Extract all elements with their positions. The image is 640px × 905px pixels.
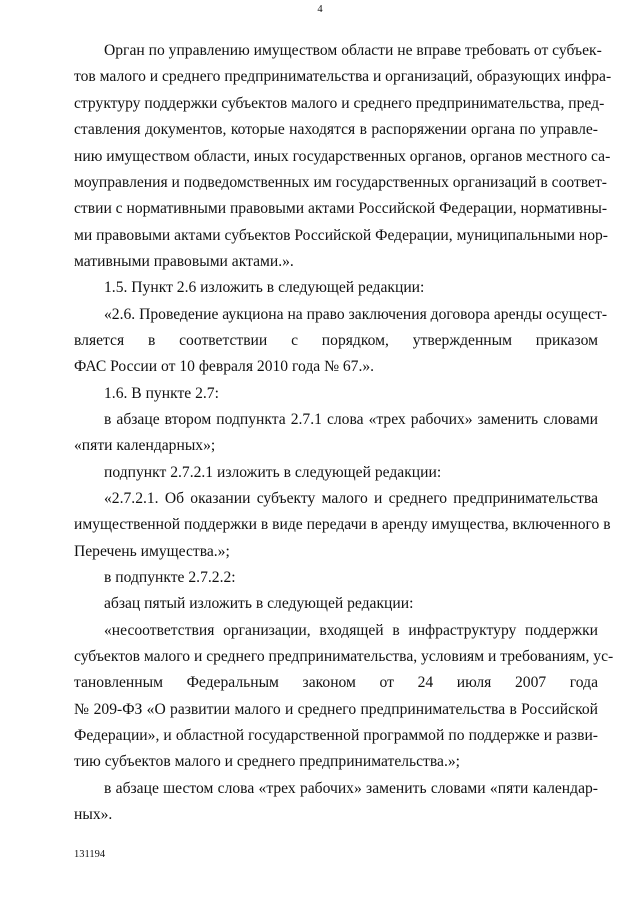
text-line: Перечень имущества.»; bbox=[74, 543, 230, 560]
text-line: структуру поддержки субъектов малого и среднего предпринимательства, пред- bbox=[74, 95, 605, 112]
text-line: 1.6. В пункте 2.7: bbox=[104, 385, 219, 402]
text-line: ных». bbox=[74, 806, 113, 823]
text-line: субъектов малого и среднего предпринимательства, условиям и требованиям, ус- bbox=[74, 648, 614, 665]
text-line: Орган по управлению имуществом области не вправе требовать от субъек- bbox=[104, 42, 602, 59]
text-line: Федерации», и областной государственной программой по поддержке и разви- bbox=[74, 727, 598, 744]
document-code: 131194 bbox=[74, 849, 106, 860]
text-line: «2.7.2.1. Об оказании субъекту малого и среднего предпринимательства bbox=[104, 490, 598, 507]
text-line: «2.6. Проведение аукциона на право заключения договора аренды осущест- bbox=[104, 306, 608, 323]
text-line: ствии с нормативными правовыми актами Российской Федерации, нормативны- bbox=[74, 200, 608, 217]
text-line: вляется в соответствии с порядком, утвержденным приказом bbox=[74, 332, 598, 349]
page-number: 4 bbox=[317, 4, 323, 15]
text-line: тановленным Федеральным законом от 24 июля 2007 года bbox=[74, 674, 598, 691]
text-line: ми правовыми актами субъектов Российской Федерации, муниципальными нор- bbox=[74, 227, 608, 244]
text-line: тов малого и среднего предпринимательства и организаций, образующих инфра- bbox=[74, 68, 612, 85]
text-line: имущественной поддержки в виде передачи в аренду имущества, включенного в bbox=[74, 516, 611, 533]
text-line: подпункт 2.7.2.1 изложить в следующей редакции: bbox=[104, 464, 442, 481]
text-line: абзац пятый изложить в следующей редакции: bbox=[104, 595, 414, 612]
text-line: ФАС России от 10 февраля 2010 года № 67.». bbox=[74, 358, 375, 375]
text-line: в абзаце шестом слова «трех рабочих» заменить словами «пяти календар- bbox=[104, 780, 598, 797]
text-line: «пяти календарных»; bbox=[74, 437, 216, 454]
text-line: в подпункте 2.7.2.2: bbox=[104, 569, 236, 586]
text-line: тию субъектов малого и среднего предпринимательства.»; bbox=[74, 753, 460, 770]
text-line: мативными правовыми актами.». bbox=[74, 253, 294, 270]
text-line: «несоответствия организации, входящей в инфраструктуру поддержки bbox=[104, 622, 598, 639]
text-line: ставления документов, которые находятся в распоряжении органа по управле- bbox=[74, 121, 598, 138]
text-line: в абзаце втором подпункта 2.7.1 слова «трех рабочих» заменить словами bbox=[104, 411, 598, 428]
text-line: 1.5. Пункт 2.6 изложить в следующей редакции: bbox=[104, 279, 425, 296]
text-line: нию имуществом области, иных государственных органов, органов местного са- bbox=[74, 148, 611, 165]
text-line: № 209-ФЗ «О развитии малого и среднего предпринимательства в Российской bbox=[74, 701, 598, 718]
text-line: моуправления и подведомственных им государственных организаций в соответ- bbox=[74, 174, 607, 191]
